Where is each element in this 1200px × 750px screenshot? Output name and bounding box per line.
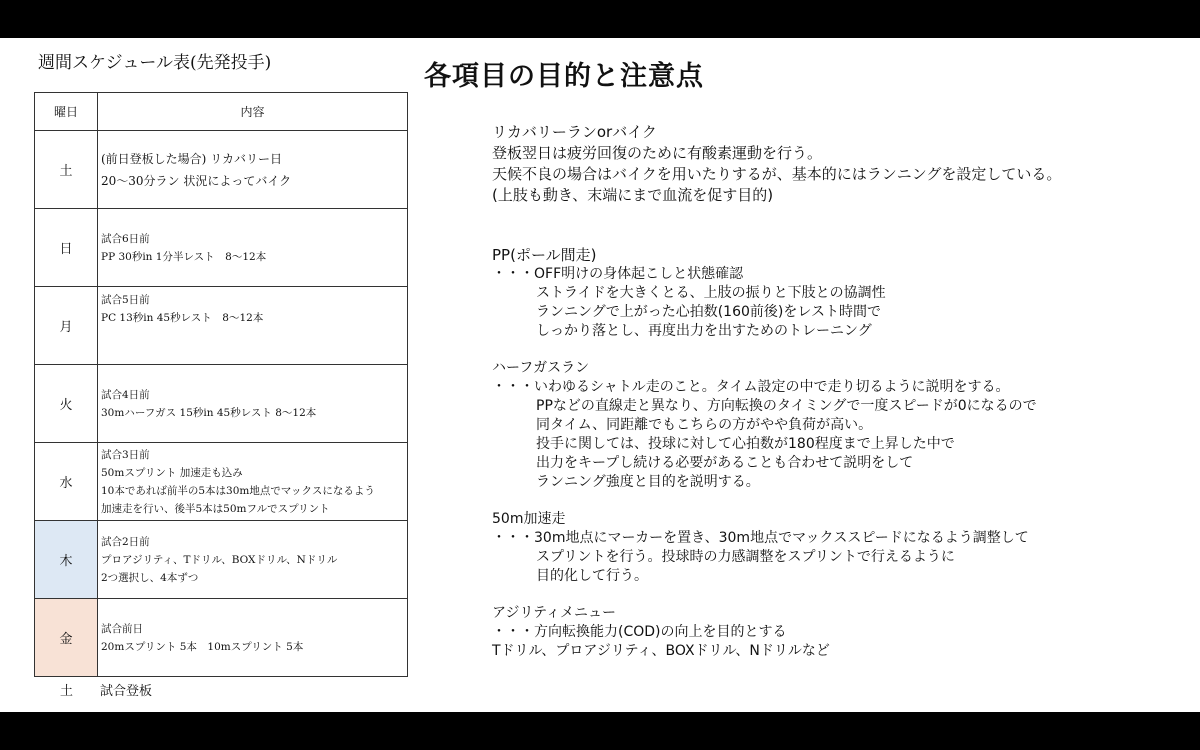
section-line: (上肢も動き、末端にまで血流を促す目的) [492, 186, 774, 204]
section-line: ストライドを大きくとる、上肢の振りと下肢との協調性 [536, 285, 886, 301]
content-cell [98, 131, 408, 209]
day-cell: 金 [35, 599, 98, 677]
table-row [35, 365, 408, 443]
content-line: 20〜30分ラン 状況によってバイク [101, 173, 292, 188]
content-line: 20mスプリント 5本 10mスプリント 5本 [101, 640, 304, 653]
section-line: 出力をキープし続ける必要があることも合わせて説明をして [536, 455, 914, 471]
table-row [35, 209, 408, 287]
content-line: 加速走を行い、後半5本は50mフルでスプリント [101, 502, 330, 515]
section-line: 投手に関しては、投球に対して心拍数が180程度まで上昇した中で [536, 436, 955, 452]
section-pp [492, 246, 1182, 341]
content-line: プロアジリティ、Tドリル、BOXドリル、Nドリル [101, 553, 338, 566]
notes-heading: 各項目の目的と注意点 [424, 61, 704, 92]
section-line: しっかり落とし、再度出力を出すためのトレーニング [536, 323, 872, 339]
slide [0, 38, 1200, 712]
section-line: PPなどの直線走と異なり、方向転換のタイミングで一度スピードが0になるので [536, 398, 1037, 414]
day-cell: 水 [35, 443, 98, 521]
table-row [35, 521, 408, 599]
content-line: (前日登板した場合) リカバリー日 [101, 151, 283, 166]
section-title: PP(ポール間走) [492, 246, 597, 264]
content-line: 50mスプリント 加速走も込み [101, 466, 243, 479]
content-line: 試合前日 [101, 622, 143, 635]
schedule-title: 週間スケジュール表(先発投手) [38, 53, 272, 73]
last-day-label: 試合登板 [100, 684, 153, 699]
header-content: 内容 [98, 93, 408, 131]
table-header [35, 93, 408, 131]
section-line: Tドリル、プロアジリティ、BOXドリル、Nドリルなど [492, 643, 830, 659]
last-day: 土 [60, 684, 74, 699]
content-line: 試合4日前 [101, 388, 150, 401]
notes-body [492, 122, 1182, 661]
day-cell: 月 [35, 287, 98, 365]
section-title: リカバリーランorバイク [492, 123, 657, 141]
content-cell [98, 365, 408, 443]
content-line: 30mハーフガス 15秒in 45秒レスト 8〜12本 [101, 406, 317, 419]
section-agility [492, 604, 1182, 661]
content-line: 10本であれば前半の5本は30m地点でマックスになるよう [101, 484, 375, 497]
content-cell [98, 599, 408, 677]
table-row [35, 443, 408, 521]
content-cell [98, 443, 408, 521]
day-cell: 火 [35, 365, 98, 443]
schedule-table [34, 92, 408, 677]
section-line: スプリントを行う。投球時の力感調整をスプリントで行えるように [536, 549, 955, 565]
day-cell: 土 [35, 131, 98, 209]
section-title: アジリティメニュー [492, 605, 617, 621]
content-line: 試合6日前 [101, 232, 150, 245]
section-line: ・・・30m地点にマーカーを置き、30m地点でマックススピードになるよう調整して [492, 530, 1029, 546]
section-line: 同タイム、同距離でもこちらの方がやや負荷が高い。 [536, 417, 873, 433]
section-line: ・・・OFF明けの身体起こしと状態確認 [492, 266, 744, 282]
content-line: PP 30秒in 1分半レスト 8〜12本 [101, 250, 267, 263]
section-line: 目的化して行う。 [536, 568, 648, 584]
content-cell [98, 521, 408, 599]
section-accel [492, 510, 1182, 586]
table-row [35, 599, 408, 677]
table-row [35, 131, 408, 209]
content-cell [98, 287, 408, 365]
content-cell [98, 209, 408, 287]
table-row [35, 287, 408, 365]
section-line: ランニングで上がった心拍数(160前後)をレスト時間で [536, 304, 881, 320]
day-cell: 木 [35, 521, 98, 599]
section-title: 50m加速走 [492, 511, 566, 527]
section-line: ・・・方向転換能力(COD)の向上を目的とする [492, 624, 787, 640]
header-day: 曜日 [35, 93, 98, 131]
section-line: 天候不良の場合はバイクを用いたりするが、基本的にはランニングを設定している。 [492, 165, 1062, 183]
section-line: ・・・いわゆるシャトル走のこと。タイム設定の中で走り切るように説明をする。 [492, 379, 1010, 395]
content-line: 2つ選択し、4本ずつ [101, 571, 199, 584]
content-line: 試合5日前 [101, 294, 150, 306]
section-halfgas [492, 359, 1182, 492]
content-line: 試合2日前 [101, 535, 150, 548]
content-line: PC 13秒in 45秒レスト 8〜12本 [101, 312, 264, 324]
section-line: 登板翌日は疲労回復のために有酸素運動を行う。 [492, 144, 823, 162]
section-line: ランニング強度と目的を説明する。 [536, 474, 760, 490]
content-line: 試合3日前 [101, 448, 150, 461]
day-cell: 日 [35, 209, 98, 287]
section-recovery [492, 122, 1182, 206]
section-title: ハーフガスラン [492, 360, 590, 376]
